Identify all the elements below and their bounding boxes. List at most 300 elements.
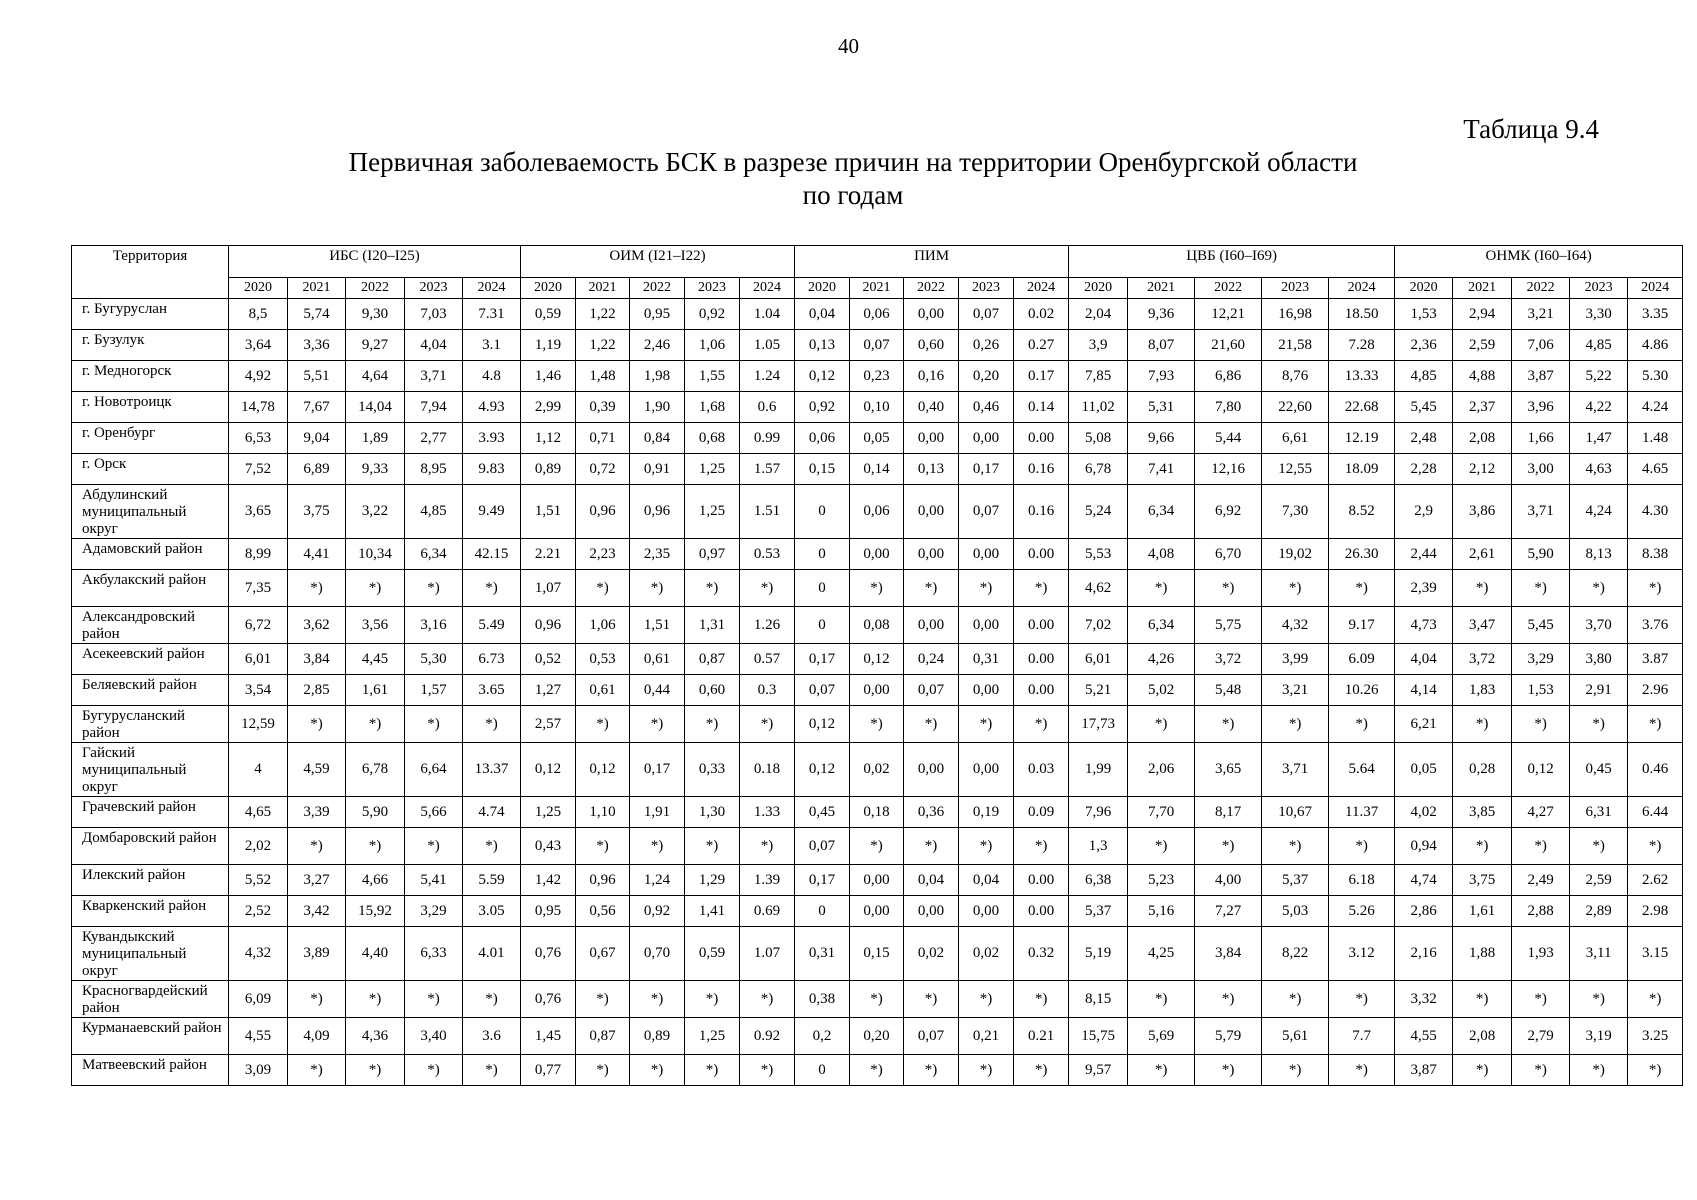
year-header: 2024 bbox=[740, 278, 795, 299]
value-cell: 2,91 bbox=[1570, 675, 1628, 706]
value-cell: 18.50 bbox=[1329, 299, 1395, 330]
value-cell: 0.00 bbox=[1014, 607, 1069, 644]
value-cell: *) bbox=[405, 1055, 463, 1086]
value-cell: 22,60 bbox=[1262, 392, 1329, 423]
value-cell: 4,25 bbox=[1128, 927, 1195, 981]
value-cell: *) bbox=[685, 981, 740, 1018]
table-row bbox=[72, 896, 1683, 927]
value-cell: 0,06 bbox=[795, 423, 850, 454]
value-cell: 4.65 bbox=[1628, 454, 1683, 485]
value-cell: 0,05 bbox=[1395, 743, 1453, 797]
value-cell: *) bbox=[1262, 1055, 1329, 1086]
value-cell: 3,11 bbox=[1570, 927, 1628, 981]
table-body bbox=[72, 299, 1683, 1086]
value-cell: 0,91 bbox=[630, 454, 685, 485]
value-cell: 0,12 bbox=[795, 743, 850, 797]
value-cell: 0,00 bbox=[904, 485, 959, 539]
value-cell: 1,31 bbox=[685, 607, 740, 644]
value-cell: *) bbox=[959, 570, 1014, 607]
value-cell: 4.74 bbox=[463, 797, 521, 828]
value-cell: 0,06 bbox=[850, 299, 904, 330]
year-header: 2021 bbox=[850, 278, 904, 299]
value-cell: 1,51 bbox=[630, 607, 685, 644]
territory-cell: Матвеевский район bbox=[72, 1055, 229, 1086]
page-number: 40 bbox=[838, 34, 859, 58]
value-cell: *) bbox=[850, 981, 904, 1018]
value-cell: 1.05 bbox=[740, 330, 795, 361]
value-cell: 1,61 bbox=[1453, 896, 1512, 927]
value-cell: 0,97 bbox=[685, 539, 740, 570]
value-cell: 0.00 bbox=[1014, 896, 1069, 927]
value-cell: 0,12 bbox=[850, 644, 904, 675]
value-cell: 0,12 bbox=[795, 706, 850, 743]
value-cell: 4,85 bbox=[405, 485, 463, 539]
value-cell: *) bbox=[1628, 706, 1683, 743]
value-cell: 3,71 bbox=[1512, 485, 1570, 539]
value-cell: 4,14 bbox=[1395, 675, 1453, 706]
value-cell: 1,99 bbox=[1069, 743, 1128, 797]
territory-cell: Грачевский район bbox=[72, 797, 229, 828]
territory-cell: Красногвардейский район bbox=[72, 981, 229, 1018]
territory-cell: Гайский муниципальный округ bbox=[72, 743, 229, 797]
value-cell: 12,59 bbox=[229, 706, 288, 743]
value-cell: 3,84 bbox=[288, 644, 346, 675]
value-cell: 0,07 bbox=[904, 1018, 959, 1055]
table-row bbox=[72, 1055, 1683, 1086]
value-cell: 6,61 bbox=[1262, 423, 1329, 454]
year-header: 2024 bbox=[1014, 278, 1069, 299]
value-cell: 0,87 bbox=[685, 644, 740, 675]
value-cell: *) bbox=[850, 828, 904, 865]
value-cell: 1,57 bbox=[405, 675, 463, 706]
territory-cell: Бугурусланский район bbox=[72, 706, 229, 743]
value-cell: *) bbox=[1628, 570, 1683, 607]
value-cell: 3,87 bbox=[1395, 1055, 1453, 1086]
value-cell: 0,13 bbox=[795, 330, 850, 361]
value-cell: 2,94 bbox=[1453, 299, 1512, 330]
value-cell: 9.17 bbox=[1329, 607, 1395, 644]
table-head bbox=[72, 246, 1683, 299]
value-cell: 1,47 bbox=[1570, 423, 1628, 454]
value-cell: 0.6 bbox=[740, 392, 795, 423]
value-cell: 3,19 bbox=[1570, 1018, 1628, 1055]
value-cell: 0.02 bbox=[1014, 299, 1069, 330]
value-cell: 5.59 bbox=[463, 865, 521, 896]
value-cell: *) bbox=[1195, 570, 1262, 607]
value-cell: 0,61 bbox=[576, 675, 630, 706]
value-cell: 16,98 bbox=[1262, 299, 1329, 330]
value-cell: 3,47 bbox=[1453, 607, 1512, 644]
value-cell: 1.24 bbox=[740, 361, 795, 392]
value-cell: 0,92 bbox=[630, 896, 685, 927]
value-cell: *) bbox=[1014, 570, 1069, 607]
value-cell: 0,89 bbox=[521, 454, 576, 485]
value-cell: 5,16 bbox=[1128, 896, 1195, 927]
territory-cell: г. Медногорск bbox=[72, 361, 229, 392]
year-header: 2024 bbox=[1628, 278, 1683, 299]
value-cell: 2,9 bbox=[1395, 485, 1453, 539]
year-header: 2023 bbox=[959, 278, 1014, 299]
value-cell: 3,27 bbox=[288, 865, 346, 896]
value-cell: 0,87 bbox=[576, 1018, 630, 1055]
value-cell: 3,09 bbox=[229, 1055, 288, 1086]
year-header: 2021 bbox=[1128, 278, 1195, 299]
value-cell: 5,45 bbox=[1395, 392, 1453, 423]
value-cell: 15,92 bbox=[346, 896, 405, 927]
value-cell: *) bbox=[576, 570, 630, 607]
value-cell: *) bbox=[1195, 828, 1262, 865]
value-cell: 5,24 bbox=[1069, 485, 1128, 539]
value-cell: 5.64 bbox=[1329, 743, 1395, 797]
value-cell: 0,77 bbox=[521, 1055, 576, 1086]
value-cell: 0.92 bbox=[740, 1018, 795, 1055]
group-header: ЦВБ (I60–I69) bbox=[1069, 246, 1395, 278]
value-cell: *) bbox=[346, 706, 405, 743]
value-cell: 6,64 bbox=[405, 743, 463, 797]
territory-cell: г. Бугуруслан bbox=[72, 299, 229, 330]
value-cell: 0,44 bbox=[630, 675, 685, 706]
value-cell: 8,17 bbox=[1195, 797, 1262, 828]
value-cell: 0,07 bbox=[795, 675, 850, 706]
value-cell: 1,91 bbox=[630, 797, 685, 828]
table-row bbox=[72, 644, 1683, 675]
value-cell: 6,34 bbox=[405, 539, 463, 570]
value-cell: *) bbox=[463, 570, 521, 607]
value-cell: 0,00 bbox=[959, 896, 1014, 927]
value-cell: 0,70 bbox=[630, 927, 685, 981]
value-cell: *) bbox=[288, 570, 346, 607]
value-cell: 0,96 bbox=[521, 607, 576, 644]
value-cell: 2.96 bbox=[1628, 675, 1683, 706]
value-cell: 1,06 bbox=[576, 607, 630, 644]
value-cell: 4,66 bbox=[346, 865, 405, 896]
value-cell: 6,70 bbox=[1195, 539, 1262, 570]
value-cell: 0,06 bbox=[850, 485, 904, 539]
value-cell: 5,52 bbox=[229, 865, 288, 896]
value-cell: 0,00 bbox=[904, 423, 959, 454]
value-cell: 6,01 bbox=[1069, 644, 1128, 675]
value-cell: 3,75 bbox=[1453, 865, 1512, 896]
group-header: ОИМ (I21–I22) bbox=[521, 246, 795, 278]
value-cell: 4,09 bbox=[288, 1018, 346, 1055]
value-cell: 2,59 bbox=[1453, 330, 1512, 361]
value-cell: *) bbox=[576, 828, 630, 865]
value-cell: 3,40 bbox=[405, 1018, 463, 1055]
value-cell: 0.27 bbox=[1014, 330, 1069, 361]
value-cell: 7,67 bbox=[288, 392, 346, 423]
value-cell: 3,21 bbox=[1262, 675, 1329, 706]
value-cell: 2,49 bbox=[1512, 865, 1570, 896]
value-cell: 0,17 bbox=[795, 865, 850, 896]
value-cell: 1,07 bbox=[521, 570, 576, 607]
value-cell: 4.86 bbox=[1628, 330, 1683, 361]
value-cell: 5,37 bbox=[1069, 896, 1128, 927]
value-cell: 5,08 bbox=[1069, 423, 1128, 454]
value-cell: *) bbox=[1014, 1055, 1069, 1086]
value-cell: 6.73 bbox=[463, 644, 521, 675]
value-cell: 2,85 bbox=[288, 675, 346, 706]
value-cell: *) bbox=[346, 828, 405, 865]
value-cell: 6,34 bbox=[1128, 485, 1195, 539]
table-row bbox=[72, 706, 1683, 743]
value-cell: 0,18 bbox=[850, 797, 904, 828]
value-cell: 0,15 bbox=[850, 927, 904, 981]
value-cell: 1,88 bbox=[1453, 927, 1512, 981]
value-cell: 4,02 bbox=[1395, 797, 1453, 828]
value-cell: 1.26 bbox=[740, 607, 795, 644]
value-cell: *) bbox=[1128, 706, 1195, 743]
value-cell: 3.93 bbox=[463, 423, 521, 454]
value-cell: 0,02 bbox=[959, 927, 1014, 981]
value-cell: 0.32 bbox=[1014, 927, 1069, 981]
value-cell: 4,04 bbox=[1395, 644, 1453, 675]
value-cell: 21,58 bbox=[1262, 330, 1329, 361]
value-cell: 0,23 bbox=[850, 361, 904, 392]
value-cell: 0,05 bbox=[850, 423, 904, 454]
value-cell: *) bbox=[405, 981, 463, 1018]
value-cell: 0,96 bbox=[576, 485, 630, 539]
table-row bbox=[72, 927, 1683, 981]
value-cell: 2,89 bbox=[1570, 896, 1628, 927]
value-cell: 0,12 bbox=[795, 361, 850, 392]
value-cell: 8,5 bbox=[229, 299, 288, 330]
value-cell: 7,85 bbox=[1069, 361, 1128, 392]
value-cell: 1.48 bbox=[1628, 423, 1683, 454]
value-cell: 0.57 bbox=[740, 644, 795, 675]
year-header: 2023 bbox=[1570, 278, 1628, 299]
value-cell: 6,78 bbox=[1069, 454, 1128, 485]
value-cell: 0,20 bbox=[850, 1018, 904, 1055]
value-cell: 14,04 bbox=[346, 392, 405, 423]
value-cell: 3.35 bbox=[1628, 299, 1683, 330]
value-cell: *) bbox=[740, 828, 795, 865]
value-cell: 0,2 bbox=[795, 1018, 850, 1055]
value-cell: 3,70 bbox=[1570, 607, 1628, 644]
value-cell: *) bbox=[1195, 1055, 1262, 1086]
value-cell: 1.04 bbox=[740, 299, 795, 330]
value-cell: 4 bbox=[229, 743, 288, 797]
value-cell: 0,24 bbox=[904, 644, 959, 675]
value-cell: *) bbox=[630, 706, 685, 743]
value-cell: 0,00 bbox=[850, 539, 904, 570]
value-cell: 0,21 bbox=[959, 1018, 1014, 1055]
value-cell: 7.31 bbox=[463, 299, 521, 330]
value-cell: 1,06 bbox=[685, 330, 740, 361]
value-cell: *) bbox=[1128, 1055, 1195, 1086]
value-cell: 6,21 bbox=[1395, 706, 1453, 743]
value-cell: 4,45 bbox=[346, 644, 405, 675]
value-cell: 3,72 bbox=[1453, 644, 1512, 675]
value-cell: 4,32 bbox=[1262, 607, 1329, 644]
value-cell: 1,93 bbox=[1512, 927, 1570, 981]
value-cell: *) bbox=[463, 706, 521, 743]
value-cell: 2,79 bbox=[1512, 1018, 1570, 1055]
value-cell: 0,96 bbox=[576, 865, 630, 896]
value-cell: *) bbox=[1014, 981, 1069, 1018]
value-cell: 4,27 bbox=[1512, 797, 1570, 828]
table-row bbox=[72, 299, 1683, 330]
value-cell: 1,24 bbox=[630, 865, 685, 896]
value-cell: 4,22 bbox=[1570, 392, 1628, 423]
value-cell: 9.49 bbox=[463, 485, 521, 539]
value-cell: 3,87 bbox=[1512, 361, 1570, 392]
value-cell: 0,33 bbox=[685, 743, 740, 797]
value-cell: 7,41 bbox=[1128, 454, 1195, 485]
value-cell: 1,66 bbox=[1512, 423, 1570, 454]
value-cell: 5,02 bbox=[1128, 675, 1195, 706]
title-line-1: Первичная заболеваемость БСК в разрезе причин на территории Оренбургской области bbox=[348, 147, 1358, 177]
value-cell: 0,76 bbox=[521, 927, 576, 981]
document-title bbox=[238, 146, 1468, 212]
value-cell: 5.30 bbox=[1628, 361, 1683, 392]
value-cell: 9,36 bbox=[1128, 299, 1195, 330]
value-cell: *) bbox=[959, 706, 1014, 743]
value-cell: 5,45 bbox=[1512, 607, 1570, 644]
value-cell: 0,40 bbox=[904, 392, 959, 423]
value-cell: 3,96 bbox=[1512, 392, 1570, 423]
value-cell: 1,98 bbox=[630, 361, 685, 392]
value-cell: 9,04 bbox=[288, 423, 346, 454]
value-cell: *) bbox=[1195, 981, 1262, 1018]
value-cell: 2,08 bbox=[1453, 1018, 1512, 1055]
value-cell: 2.21 bbox=[521, 539, 576, 570]
value-cell: 5,48 bbox=[1195, 675, 1262, 706]
value-cell: *) bbox=[740, 570, 795, 607]
value-cell: 2,39 bbox=[1395, 570, 1453, 607]
value-cell: 0.53 bbox=[740, 539, 795, 570]
value-cell: 0,10 bbox=[850, 392, 904, 423]
value-cell: 12,55 bbox=[1262, 454, 1329, 485]
value-cell: 0,17 bbox=[959, 454, 1014, 485]
value-cell: *) bbox=[288, 981, 346, 1018]
value-cell: 1,89 bbox=[346, 423, 405, 454]
value-cell: 0,00 bbox=[850, 675, 904, 706]
value-cell: 6,34 bbox=[1128, 607, 1195, 644]
territory-cell: Абдулинский муниципальный округ bbox=[72, 485, 229, 539]
value-cell: *) bbox=[1262, 570, 1329, 607]
value-cell: 0,46 bbox=[959, 392, 1014, 423]
value-cell: 5,90 bbox=[1512, 539, 1570, 570]
table-row bbox=[72, 485, 1683, 539]
value-cell: 0.21 bbox=[1014, 1018, 1069, 1055]
value-cell: 2,28 bbox=[1395, 454, 1453, 485]
value-cell: 1,19 bbox=[521, 330, 576, 361]
value-cell: *) bbox=[850, 570, 904, 607]
value-cell: 8,22 bbox=[1262, 927, 1329, 981]
year-header: 2020 bbox=[1069, 278, 1128, 299]
value-cell: 0,00 bbox=[959, 423, 1014, 454]
table-row bbox=[72, 330, 1683, 361]
value-cell: *) bbox=[959, 981, 1014, 1018]
value-cell: 0,39 bbox=[576, 392, 630, 423]
value-cell: 0,00 bbox=[904, 539, 959, 570]
value-cell: 2,99 bbox=[521, 392, 576, 423]
value-cell: 0,08 bbox=[850, 607, 904, 644]
value-cell: 2,02 bbox=[229, 828, 288, 865]
territory-cell: Акбулакский район bbox=[72, 570, 229, 607]
value-cell: *) bbox=[1570, 706, 1628, 743]
value-cell: *) bbox=[1329, 981, 1395, 1018]
value-cell: 0,00 bbox=[904, 607, 959, 644]
value-cell: 0,59 bbox=[685, 927, 740, 981]
value-cell: 0.99 bbox=[740, 423, 795, 454]
value-cell: 4,62 bbox=[1069, 570, 1128, 607]
value-cell: 4,04 bbox=[405, 330, 463, 361]
value-cell: *) bbox=[1262, 706, 1329, 743]
value-cell: *) bbox=[576, 706, 630, 743]
value-cell: 7,52 bbox=[229, 454, 288, 485]
value-cell: 3,9 bbox=[1069, 330, 1128, 361]
value-cell: 2.62 bbox=[1628, 865, 1683, 896]
table-row bbox=[72, 454, 1683, 485]
value-cell: 0 bbox=[795, 570, 850, 607]
value-cell: 4,24 bbox=[1570, 485, 1628, 539]
territory-cell: Александровский район bbox=[72, 607, 229, 644]
value-cell: 0,31 bbox=[959, 644, 1014, 675]
value-cell: 1,22 bbox=[576, 330, 630, 361]
value-cell: *) bbox=[346, 981, 405, 1018]
value-cell: 1,68 bbox=[685, 392, 740, 423]
value-cell: *) bbox=[288, 828, 346, 865]
value-cell: 0,60 bbox=[904, 330, 959, 361]
value-cell: 9,30 bbox=[346, 299, 405, 330]
value-cell: 0,67 bbox=[576, 927, 630, 981]
value-cell: 0,00 bbox=[959, 607, 1014, 644]
value-cell: 7,70 bbox=[1128, 797, 1195, 828]
value-cell: 0,71 bbox=[576, 423, 630, 454]
value-cell: *) bbox=[1570, 981, 1628, 1018]
table-row bbox=[72, 675, 1683, 706]
value-cell: *) bbox=[1570, 1055, 1628, 1086]
value-cell: 3,65 bbox=[229, 485, 288, 539]
value-cell: 5,79 bbox=[1195, 1018, 1262, 1055]
year-header: 2022 bbox=[904, 278, 959, 299]
value-cell: 1,3 bbox=[1069, 828, 1128, 865]
territory-header: Территория bbox=[72, 246, 229, 299]
value-cell: 5,19 bbox=[1069, 927, 1128, 981]
value-cell: 0,07 bbox=[904, 675, 959, 706]
value-cell: 1,41 bbox=[685, 896, 740, 927]
value-cell: 5,31 bbox=[1128, 392, 1195, 423]
value-cell: 3.12 bbox=[1329, 927, 1395, 981]
value-cell: 8,76 bbox=[1262, 361, 1329, 392]
value-cell: 7.28 bbox=[1329, 330, 1395, 361]
year-header: 2020 bbox=[229, 278, 288, 299]
value-cell: 0.03 bbox=[1014, 743, 1069, 797]
value-cell: 3.1 bbox=[463, 330, 521, 361]
value-cell: 0,92 bbox=[685, 299, 740, 330]
value-cell: 1,45 bbox=[521, 1018, 576, 1055]
value-cell: 4,59 bbox=[288, 743, 346, 797]
value-cell: 1.57 bbox=[740, 454, 795, 485]
value-cell: 11.37 bbox=[1329, 797, 1395, 828]
value-cell: *) bbox=[1512, 828, 1570, 865]
value-cell: 2.98 bbox=[1628, 896, 1683, 927]
value-cell: 5,23 bbox=[1128, 865, 1195, 896]
value-cell: *) bbox=[850, 1055, 904, 1086]
value-cell: 0,07 bbox=[795, 828, 850, 865]
value-cell: *) bbox=[904, 706, 959, 743]
value-cell: 5,69 bbox=[1128, 1018, 1195, 1055]
value-cell: 1,12 bbox=[521, 423, 576, 454]
value-cell: 7,96 bbox=[1069, 797, 1128, 828]
table-row bbox=[72, 797, 1683, 828]
value-cell: *) bbox=[685, 570, 740, 607]
table-row bbox=[72, 828, 1683, 865]
value-cell: 4.01 bbox=[463, 927, 521, 981]
value-cell: *) bbox=[1014, 706, 1069, 743]
value-cell: 15,75 bbox=[1069, 1018, 1128, 1055]
